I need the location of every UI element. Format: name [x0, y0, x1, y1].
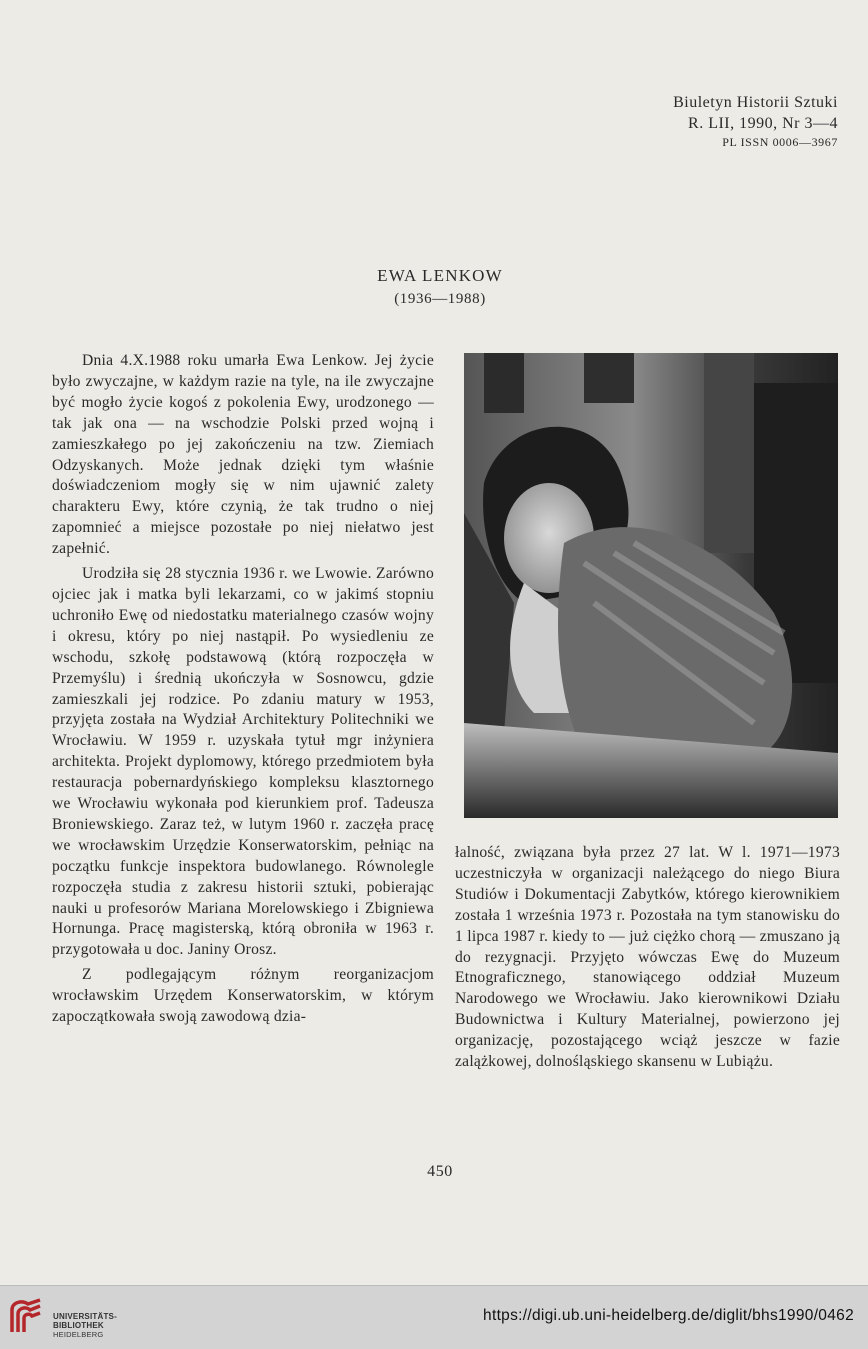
- portrait-photo: [464, 353, 838, 818]
- portrait-photo-image: [464, 353, 838, 818]
- journal-issn: PL ISSN 0006—3967: [722, 135, 838, 149]
- right-column: [455, 843, 840, 1073]
- journal-volume: R. LII, 1990, Nr 3—4: [688, 115, 838, 132]
- logo-line: UNIVERSITÄTS-: [53, 1312, 117, 1321]
- left-column: [52, 351, 434, 1028]
- article-title: EWA LENKOW: [377, 266, 503, 285]
- logo-text: [53, 1312, 117, 1339]
- journal-header: [673, 92, 838, 150]
- permalink-url[interactable]: https://digi.ub.uni-heidelberg.de/diglit/bhs1990/0462: [483, 1307, 854, 1324]
- paragraph: łalność, związana była przez 27 lat. W l. 1971—1973 uczestniczyła w organizacji należącego do niego Biura Studiów i Dokumentacji Zabytków, którego kierownikiem została 1 września 1973 r. Pozostała na tym stanowisku do 1 lipca 1987 r. kiedy to — już ciężko chorą — zmuszano ją do rezygnacji. Przyjęto wówczas Ewę do Muzeum Etnograficznego, stanowiącego oddział Muzeum Narodowego we Wrocławiu. Jako kierownikowi Działu Budownictwa i Kultury Materialnej, powierzono jej organizację, pozostającego wciąż jeszcze w fazie zalążkowej, dolnośląskiego skansenu w Lubiążu.: [455, 844, 840, 1071]
- article-dates: (1936—1988): [394, 291, 486, 307]
- paragraph: Dnia 4.X.1988 roku umarła Ewa Lenkow. Jej życie było zwyczajne, w każdym razie na tyle, na ile zwyczajne być mogło życie kogoś z pokolenia Ewy, urodzonego — tak jak ona — na wschodzie Polski przed wojną i zamieszkałego po jej zakończeniu na tzw. Ziemiach Odzyskanych. Może jednak dzięki tym właśnie doświadczeniom mogły się w nim ujawnić zalety charakteru Ewy, które czynią, że tak trudno o niej zapomnieć a miejsce pozostałe po niej niełatwo jest zapełnić.: [52, 352, 434, 558]
- logo-line: BIBLIOTHEK: [53, 1321, 104, 1330]
- university-library-logo[interactable]: [8, 1296, 128, 1340]
- page-number: 450: [427, 1163, 453, 1180]
- paragraph: Z podlegającym różnym reorganizacjom wrocławskim Urzędem Konserwatorskim, w którym zapoczątkowała swoją zawodową dzia-: [52, 966, 434, 1026]
- footer-bar: [0, 1285, 868, 1349]
- logo-line: HEIDELBERG: [53, 1330, 104, 1339]
- journal-name: Biuletyn Historii Sztuki: [673, 94, 838, 111]
- paragraph: Urodziła się 28 stycznia 1936 r. we Lwowie. Zarówno ojciec jak i matka byli lekarzami, co w jakimś stopniu uchroniło Ewę od niedostatku materialnego czasów wojny i okresu, który po niej nastąpił. Po wysiedleniu ze wschodu, szkołę podstawową (którą rozpoczęła w Przemyślu) i średnią ukończyła w Sosnowcu, gdzie zamieszkali jej rodzice. Po zdaniu matury w 1953, przyjęta została na Wydział Architektury Politechniki we Wrocławiu. W 1959 r. uzyskała tytuł mgr inżyniera architekta. Projekt dyplomowy, którego przedmiotem była restauracja pobernardyńskiego kompleksu klasztornego we Wrocławiu wykonała pod kierunkiem prof. Tadeusza Broniewskiego. Zaraz też, w lutym 1960 r. zaczęła pracę we wrocławskim Urzędzie Konserwatorskim, pełniąc na początku funkcje inspektora budowlanego. Równolegle rozpoczęła studia z zakresu historii sztuki, pobierając nauki u profesorów Mariana Morelowskiego i Zbigniewa Hornunga. Pracę magisterską, którą obroniła w 1963 r. przygotowała u doc. Janiny Orosz.: [52, 565, 434, 959]
- ub-logo-icon: [8, 1296, 44, 1336]
